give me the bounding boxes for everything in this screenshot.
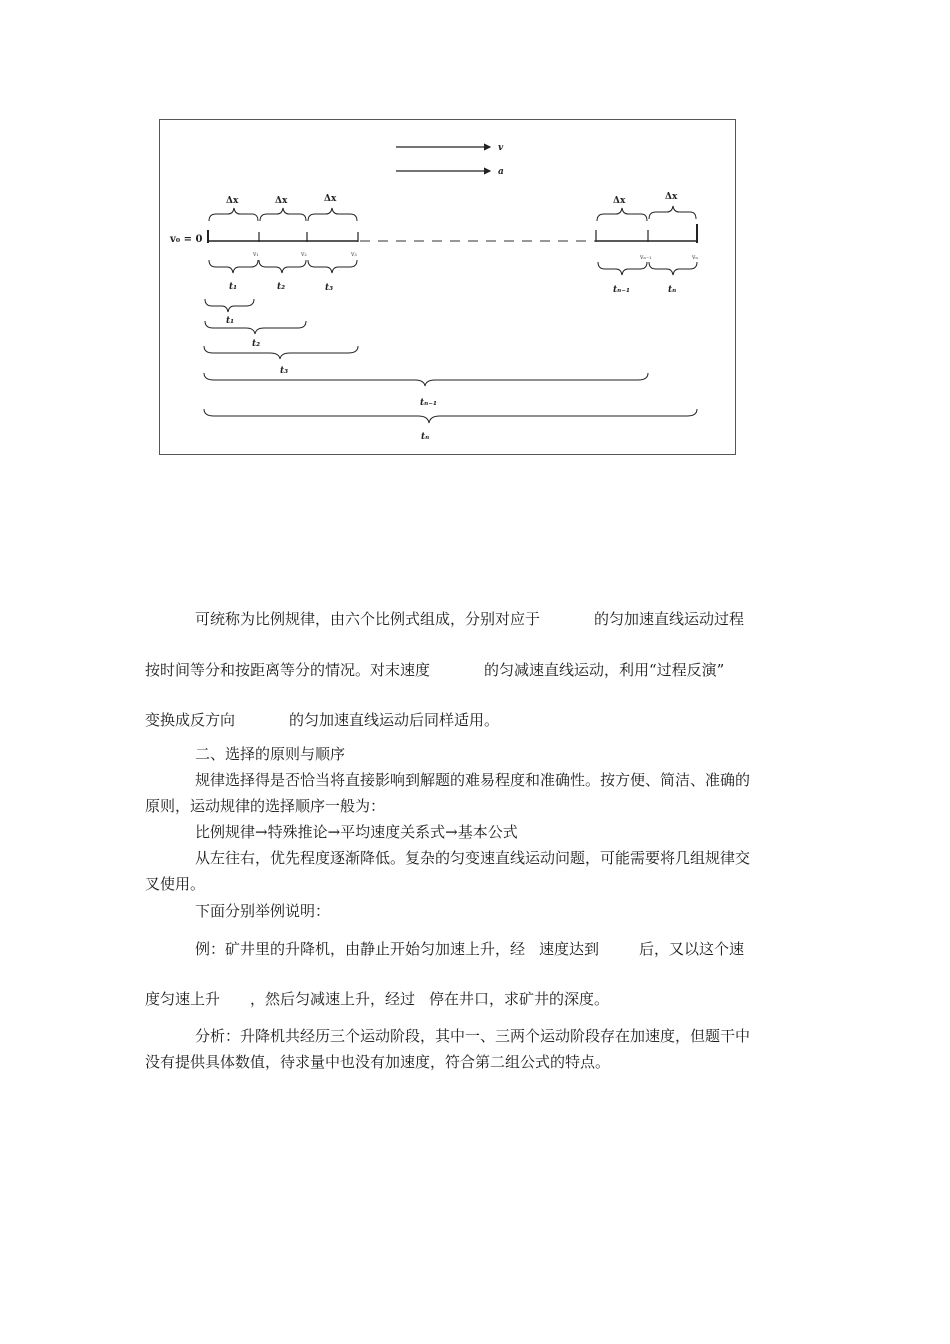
dx-label-3: Δx — [324, 194, 337, 204]
text-span: 度匀速上升 — [145, 990, 221, 1008]
cum-label-3: t₃ — [280, 366, 289, 376]
cum-label-2: t₂ — [252, 339, 261, 349]
text-span: 停在井口，求矿井的深度。 — [429, 990, 610, 1008]
text-span: 可统称为比例规律，由六个比例式组成，分别对应于 — [195, 610, 541, 628]
paragraph-line: 原则，运动规律的选择顺序一般为： — [145, 797, 386, 815]
paragraph-line — [145, 609, 807, 629]
paragraph-line — [145, 939, 807, 959]
paragraph-line: 从左往右，优先程度逐渐降低。复杂的匀变速直线运动问题，可能需要将几组规律交 — [195, 849, 751, 867]
vel-label-3: v₃ — [351, 251, 357, 258]
dx-label-1: Δx — [226, 196, 239, 206]
paragraph-line: 分析：升降机共经历三个运动阶段，其中一、三两个运动阶段存在加速度，但题干中 — [195, 1027, 751, 1045]
vel-label-2: v₂ — [301, 251, 307, 258]
cum-label-4: tₙ₋₁ — [420, 398, 437, 408]
text-span: 变换成反方向 — [145, 711, 236, 729]
text-span: ，然后匀减速上升，经过 — [250, 990, 416, 1008]
seg-label-2: t₂ — [277, 282, 286, 292]
motion-diagram-svg — [160, 120, 737, 456]
seg-label-1: t₁ — [229, 282, 238, 292]
text-span: 的匀加速直线运动后同样适用。 — [289, 711, 500, 729]
vel-label-1: v₁ — [253, 251, 259, 258]
acceleration-label: a — [498, 167, 504, 177]
seg-label-3: t₃ — [325, 283, 334, 293]
dx-label-4: Δx — [613, 196, 626, 206]
paragraph-line — [145, 989, 807, 1009]
text-span: 后，又以这个速 — [639, 940, 745, 958]
paragraph-line: 叉使用。 — [145, 875, 206, 893]
dx-label-5: Δx — [665, 192, 678, 202]
seg-label-4: tₙ₋₁ — [613, 285, 630, 295]
paragraph-line: 比例规律→特殊推论→平均速度关系式→基本公式 — [195, 823, 518, 841]
paragraph-line: 规律选择得是否恰当将直接影响到解题的难易程度和准确性。按方便、简洁、准确的 — [195, 771, 751, 789]
paragraph-line — [145, 660, 807, 680]
velocity-label: v — [498, 143, 504, 153]
paragraph-line: 没有提供具体数值，待求量中也没有加速度，符合第二组公式的特点。 — [145, 1053, 611, 1071]
dx-label-2: Δx — [275, 196, 288, 206]
vel-label-5: vₙ — [692, 254, 698, 261]
section-heading: 二、选择的原则与顺序 — [195, 745, 346, 763]
seg-label-5: tₙ — [668, 285, 677, 295]
paragraph-line: 下面分别举例说明： — [195, 902, 331, 920]
text-span: 例：矿井里的升降机，由静止开始匀加速上升，经 — [195, 940, 526, 958]
cum-label-1: t₁ — [226, 316, 235, 326]
v0-label: v₀ = 0 — [170, 234, 203, 245]
text-span: 按时间等分和按距离等分的情况。对末速度 — [145, 661, 431, 679]
text-span: 速度达到 — [539, 940, 600, 958]
vel-label-4: vₙ₋₁ — [640, 254, 652, 261]
cum-label-5: tₙ — [421, 432, 430, 442]
text-span: 的匀加速直线运动过程 — [594, 610, 745, 628]
motion-diagram — [159, 119, 736, 455]
paragraph-line — [145, 710, 807, 730]
text-span: 的匀减速直线运动，利用“过程反演” — [484, 661, 725, 679]
